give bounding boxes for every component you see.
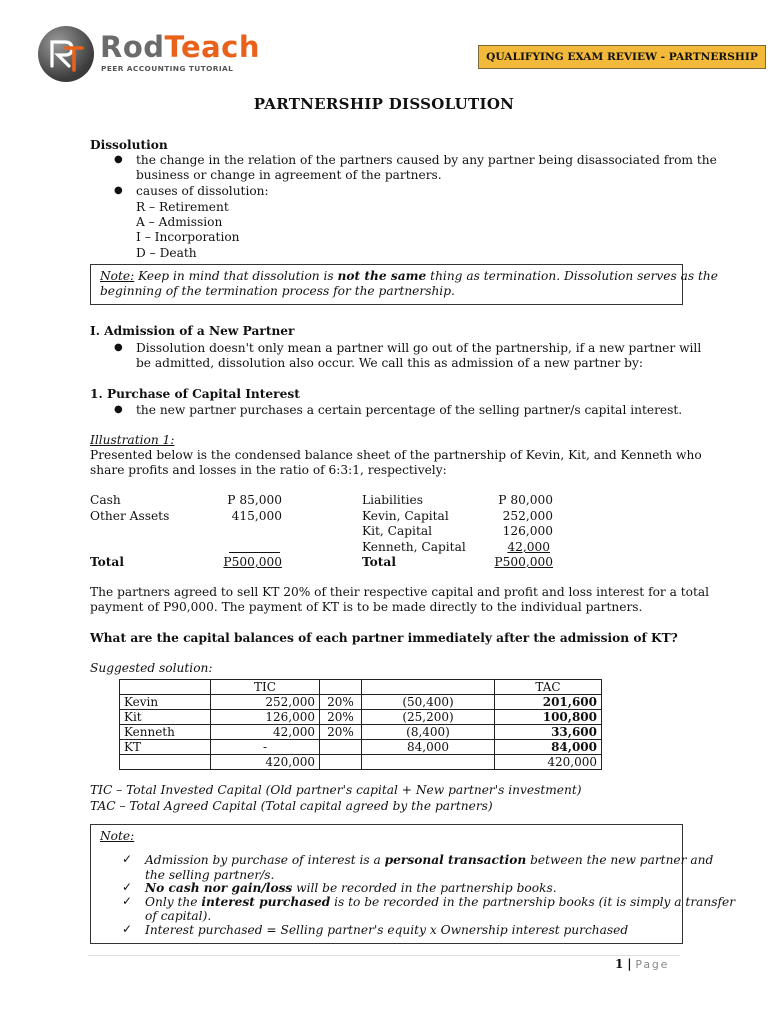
purchase-interest-heading: 1. Purchase of Capital Interest [90, 387, 300, 401]
table-cell [320, 740, 362, 755]
bullet-icon: ● [114, 185, 123, 196]
cause-retirement: R – Retirement [136, 200, 229, 214]
bs-kit-capital-value: 126,000 [502, 524, 553, 538]
table-cell: 84,000 [362, 740, 495, 755]
cause-death: D – Death [136, 246, 197, 260]
problem-question: What are the capital balances of each partner immediately after the admission of KT? [90, 631, 678, 645]
bs-liabilities-value: P 80,000 [498, 493, 553, 507]
bs-right-total-value: P500,000 [494, 555, 553, 569]
table-cell: 20% [320, 695, 362, 710]
table-cell [120, 755, 211, 770]
bs-kenneth-capital-value: 42,000 [507, 540, 550, 554]
illustration-text-line1: Presented below is the condensed balance sheet of the partnership of Kevin, Kit, and Kenneth who [90, 448, 702, 462]
brand-name: RodTeach [100, 30, 261, 64]
bs-kenneth-capital-label: Kenneth, Capital [362, 540, 466, 554]
causes-label: causes of dissolution: [136, 184, 269, 198]
bullet-icon: ● [114, 154, 123, 165]
table-row [120, 695, 602, 710]
bs-left-total-value: P500,000 [223, 555, 282, 569]
bullet-icon: ● [114, 342, 123, 353]
course-badge: QUALIFYING EXAM REVIEW - PARTNERSHIP [478, 45, 766, 69]
page-title: PARTNERSHIP DISSOLUTION [253, 95, 515, 113]
table-cell: 126,000 [211, 710, 320, 725]
check-icon: ✓ [122, 880, 133, 894]
table-cell: 20% [320, 725, 362, 740]
problem-text-line2: payment of P90,000. The payment of KT is to be made directly to the individual partners. [90, 600, 643, 614]
bs-left-rule [229, 552, 280, 553]
bs-kevin-capital-label: Kevin, Capital [362, 509, 449, 523]
check-icon: ✓ [122, 894, 133, 908]
bs-cash-value: P 85,000 [227, 493, 282, 507]
note2-label: Note: [100, 829, 135, 843]
table-cell: 252,000 [211, 695, 320, 710]
table-cell: KT [120, 740, 211, 755]
table-cell: - [211, 740, 320, 755]
illustration-label: Illustration 1: [90, 433, 175, 447]
table-cell: Kit [120, 710, 211, 725]
bs-kit-capital-label: Kit, Capital [362, 524, 433, 538]
table-cell: (50,400) [362, 695, 495, 710]
bullet-icon: ● [114, 404, 123, 415]
bs-other-assets-label: Other Assets [90, 509, 170, 523]
note-line1: Note: Keep in mind that dissolution is not the same thing as termination. Dissolution serves as the [100, 269, 718, 283]
footer-divider [88, 955, 680, 956]
table-header-tac: TAC [495, 680, 602, 695]
check-icon: ✓ [122, 922, 133, 936]
bs-other-assets-value: 415,000 [231, 509, 282, 523]
logo-monogram-icon [38, 26, 94, 82]
table-cell: 42,000 [211, 725, 320, 740]
table-header-row [120, 680, 602, 695]
bs-kevin-capital-value: 252,000 [502, 509, 553, 523]
dissolution-definition-line1: the change in the relation of the partners caused by any partner being disassociated from the [136, 153, 717, 167]
table-cell: 420,000 [211, 755, 320, 770]
dissolution-heading: Dissolution [90, 138, 168, 152]
table-row [120, 740, 602, 755]
note-line2: beginning of the termination process for the partnership. [100, 284, 455, 298]
bs-right-total-label: Total [362, 555, 396, 569]
table-cell: 84,000 [495, 740, 602, 755]
section-admission-heading: I. Admission of a New Partner [90, 324, 295, 338]
note2-item2: No cash nor gain/loss will be recorded in the partnership books. [145, 881, 557, 895]
purchase-interest-text: the new partner purchases a certain percentage of the selling partner/s capital interest. [136, 403, 683, 417]
table-header-tic: TIC [211, 680, 320, 695]
table-total-row [120, 755, 602, 770]
table-row [120, 725, 602, 740]
table-cell: 33,600 [495, 725, 602, 740]
table-cell [320, 755, 362, 770]
note2-item3-line1: Only the interest purchased is to be recorded in the partnership books (it is simply a transfer [145, 895, 736, 909]
table-cell: (8,400) [362, 725, 495, 740]
table-cell [362, 680, 495, 695]
bs-cash-label: Cash [90, 493, 121, 507]
table-cell: 420,000 [495, 755, 602, 770]
table-cell: Kevin [120, 695, 211, 710]
tac-definition: TAC – Total Agreed Capital (Total capital agreed by the partners) [90, 799, 493, 813]
table-cell [120, 680, 211, 695]
admission-text-line2: be admitted, dissolution also occur. We call this as admission of a new partner by: [136, 356, 643, 370]
table-cell: 100,800 [495, 710, 602, 725]
rodteach-logo [38, 26, 94, 82]
table-cell [362, 755, 495, 770]
cause-admission: A – Admission [136, 215, 223, 229]
dissolution-definition-line2: business or change in agreement of the partners. [136, 168, 442, 182]
problem-text-line1: The partners agreed to sell KT 20% of their respective capital and profit and loss interest for a total [90, 585, 710, 599]
table-cell [320, 680, 362, 695]
tic-definition: TIC – Total Invested Capital (Old partner's capital + New partner's investment) [90, 783, 582, 797]
table-cell: 201,600 [495, 695, 602, 710]
note2-item4: Interest purchased = Selling partner's equity x Ownership interest purchased [145, 923, 629, 937]
solution-table [119, 679, 602, 770]
check-icon: ✓ [122, 852, 133, 866]
table-cell: (25,200) [362, 710, 495, 725]
illustration-text-line2: share profits and losses in the ratio of 6:3:1, respectively: [90, 463, 447, 477]
table-row [120, 710, 602, 725]
note2-item1-line2: the selling partner/s. [145, 868, 275, 882]
note2-item3-line2: of capital). [145, 909, 212, 923]
bs-left-total-label: Total [90, 555, 124, 569]
note2-item1-line1: Admission by purchase of interest is a personal transaction between the new partner and [145, 853, 714, 867]
bs-liabilities-label: Liabilities [362, 493, 424, 507]
admission-text-line1: Dissolution doesn't only mean a partner will go out of the partnership, if a new partner will [136, 341, 702, 355]
table-cell: Kenneth [120, 725, 211, 740]
cause-incorporation: I – Incorporation [136, 230, 240, 244]
solution-label: Suggested solution: [90, 661, 213, 675]
brand-tagline: PEER ACCOUNTING TUTORIAL [101, 64, 234, 73]
table-cell: 20% [320, 710, 362, 725]
page-number: 1 | Page [615, 957, 670, 971]
